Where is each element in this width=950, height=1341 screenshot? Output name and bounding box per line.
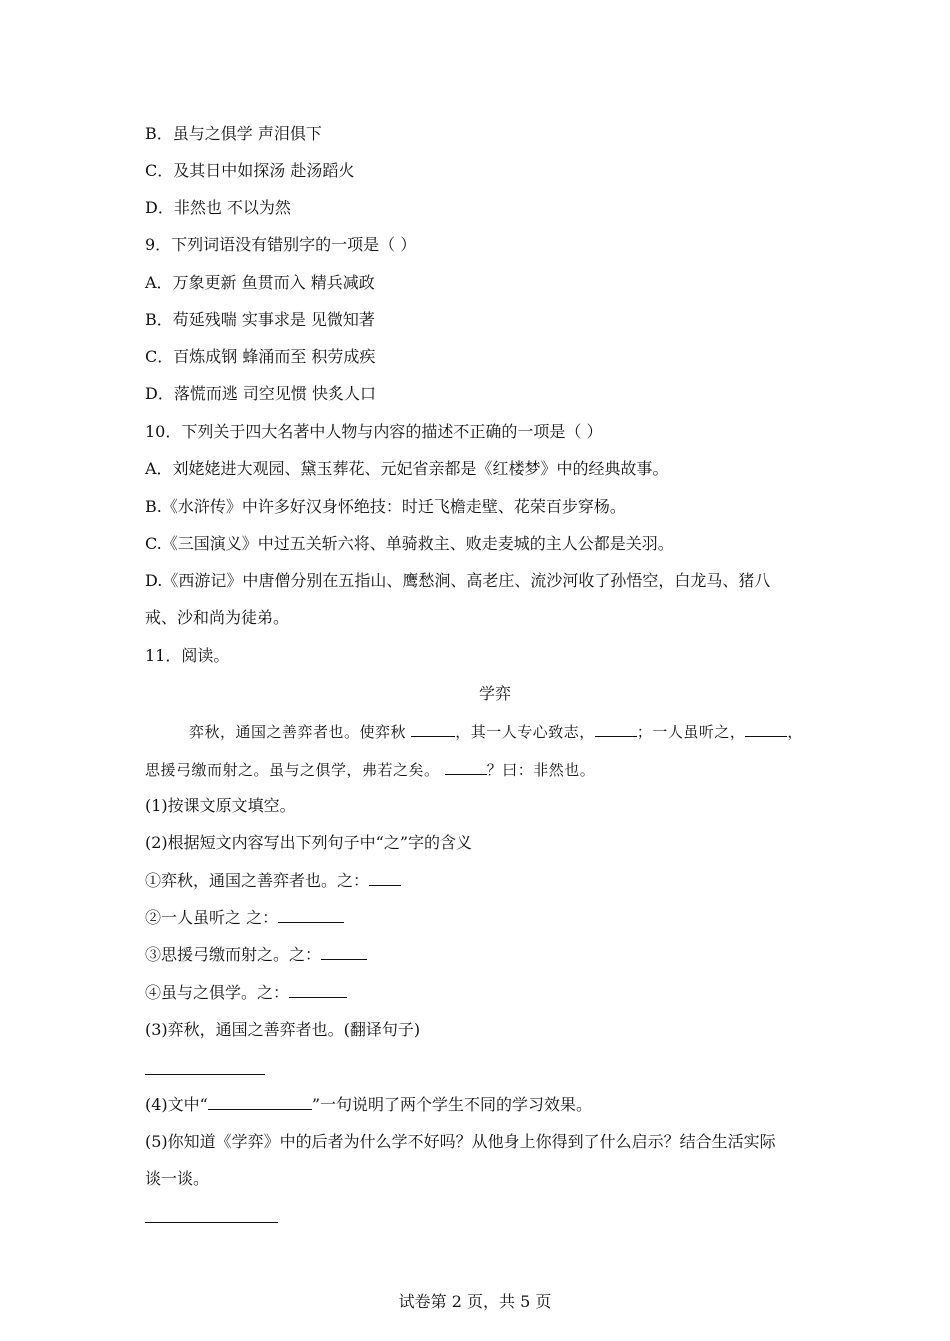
sub-question-2-2 [145,908,344,928]
passage-text: 思援弓缴而射之。虽与之俱学，弗若之矣。 [145,761,440,779]
sub-question-2-3 [145,945,367,965]
q10-option-d-line1: D.《西游记》中唐僧分别在五指山、鹰愁涧、高老庄、流沙河收了孙悟空，白龙马、猪八 [145,571,771,590]
q9-option-d: D．落慌而逃 司空见惯 快炙人口 [145,384,377,403]
q9-option-a: A．万象更新 鱼贯而入 精兵减政 [145,273,375,292]
q9-option-b: B．苟延残喘 实事求是 见微知著 [145,310,375,329]
answer-blank[interactable] [321,945,367,960]
passage-line-1 [189,722,803,742]
answer-blank[interactable] [208,1095,312,1110]
passage-text: ？曰：非然也。 [486,761,596,779]
passage-title: 学弈 [478,684,511,703]
answer-blank[interactable] [278,908,344,923]
q9-stem: 9．下列词语没有错别字的一项是（ ） [145,235,417,254]
answer-blank[interactable] [369,871,401,886]
q8-option-d: D．非然也 不以为然 [145,198,291,217]
q10-option-a: A．刘姥姥进大观园、黛玉葬花、元妃省亲都是《红楼梦》中的经典故事。 [145,459,669,478]
q10-option-d-line2: 戒、沙和尚为徒弟。 [145,608,290,627]
answer-line-5[interactable] [145,1222,278,1223]
q9-option-c: C．百炼成钢 蜂涌而至 积劳成疾 [145,347,376,366]
blank-2[interactable] [595,722,637,737]
q8-option-b: B．虽与之俱学 声泪俱下 [145,124,322,143]
sub-text: (4)文中“ [145,1095,208,1114]
passage-text: ；一人虽听之， [636,723,746,741]
q10-option-b: B.《水浒传》中许多好汉身怀绝技：时迁飞檐走壁、花荣百步穿杨。 [145,497,626,516]
sub-question-2-4 [145,983,347,1003]
sub-text: ③思援弓缴而射之。之： [145,945,322,964]
sub-text: ④虽与之俱学。之： [145,983,290,1002]
q10-option-c: C.《三国演义》中过五关斩六将、单骑救主、败走麦城的主人公都是关羽。 [145,534,674,553]
passage-line-2 [145,760,595,780]
sub-question-2: (2)根据短文内容写出下列句子中“之”字的含义 [145,833,473,852]
passage-text: ，其一人专心致志， [455,723,595,741]
sub-text: ②一人虽听之 之： [145,908,279,927]
answer-line-3[interactable] [145,1074,265,1075]
sub-text: ①弈秋，通国之善弈者也。之： [145,871,370,890]
blank-4[interactable] [445,760,487,775]
q11-stem: 11．阅读。 [145,646,230,665]
blank-3[interactable] [745,722,787,737]
passage-text: 弈秋，通国之善弈者也。使弈秋 [189,723,407,741]
sub-question-1: (1)按课文原文填空。 [145,796,296,815]
q8-option-c: C．及其日中如探汤 赴汤蹈火 [145,161,355,180]
passage-text: ， [787,723,803,741]
blank-1[interactable] [411,722,455,737]
page-footer: 试卷第 2 页，共 5 页 [398,1292,552,1311]
q10-stem: 10．下列关于四大名著中人物与内容的描述不正确的一项是（ ） [145,422,603,441]
answer-blank[interactable] [289,983,347,998]
sub-question-5-line1: (5)你知道《学弈》中的后者为什么学不好吗？从他身上你得到了什么启示？结合生活实际 [145,1132,776,1151]
sub-text: ”一句说明了两个学生不同的学习效果。 [311,1095,593,1114]
sub-question-5-line2: 谈一谈。 [145,1169,210,1188]
sub-question-4 [145,1095,592,1115]
sub-question-2-1 [145,871,401,891]
sub-question-3: (3)弈秋，通国之善弈者也。(翻译句子) [145,1020,421,1039]
